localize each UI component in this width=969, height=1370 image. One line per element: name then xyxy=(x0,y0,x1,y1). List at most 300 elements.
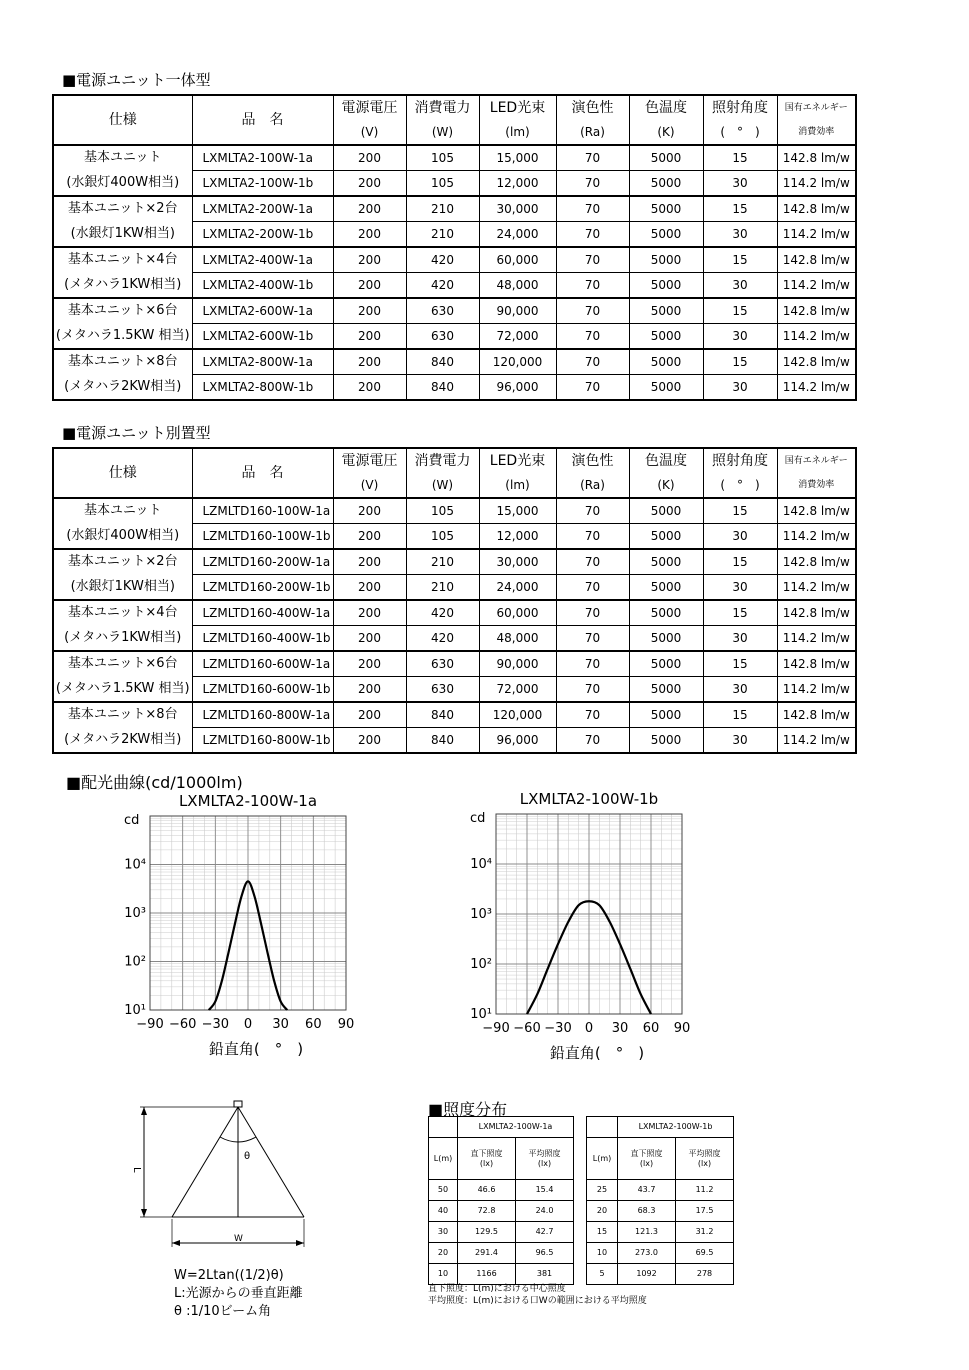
cct-cell: 5000 xyxy=(629,549,703,575)
power-cell: 630 xyxy=(406,651,479,677)
flux-cell: 60,000 xyxy=(479,600,556,626)
table-row xyxy=(53,549,856,575)
model-name: LXMLTA2-100W-1a xyxy=(458,1117,574,1138)
distance-cell: 50 xyxy=(429,1180,458,1201)
cct-cell: 5000 xyxy=(629,651,703,677)
avg-cell: 42.7 xyxy=(516,1222,574,1243)
power-cell: 105 xyxy=(406,524,479,550)
spec-table-separate xyxy=(52,447,857,754)
table-row xyxy=(53,222,856,248)
table-row xyxy=(53,498,856,524)
angle-cell: 30 xyxy=(703,324,777,350)
cct-cell: 5000 xyxy=(629,677,703,703)
note-center-illuminance: 直下照度：L(m)における中心照度 xyxy=(428,1284,566,1294)
eff-cell: 142.8 lm/w xyxy=(777,247,856,273)
cct-cell: 5000 xyxy=(629,247,703,273)
avg-cell: 278 xyxy=(676,1264,734,1285)
header-center xyxy=(458,1138,516,1180)
header-voltage-unit: (V) xyxy=(333,473,406,498)
spec-table-integrated xyxy=(52,94,857,401)
spec-equiv-cell: (水銀灯1KW相当) xyxy=(53,575,192,601)
voltage-cell: 200 xyxy=(333,196,406,222)
eff-cell: 114.2 lm/w xyxy=(777,728,856,754)
y-tick-label: 10⁴ xyxy=(124,857,146,873)
cri-cell: 70 xyxy=(556,524,629,550)
flux-cell: 30,000 xyxy=(479,196,556,222)
power-cell: 210 xyxy=(406,222,479,248)
x-tick-label: −90 xyxy=(482,1021,510,1036)
flux-cell: 48,000 xyxy=(479,626,556,652)
angle-cell: 15 xyxy=(703,247,777,273)
voltage-cell: 200 xyxy=(333,600,406,626)
eff-cell: 142.8 lm/w xyxy=(777,600,856,626)
center-cell: 121.3 xyxy=(618,1222,676,1243)
table-row xyxy=(53,626,856,652)
model-cell: LZMLTD160-100W-1b xyxy=(192,524,333,550)
flux-cell: 24,000 xyxy=(479,575,556,601)
illuminance-title: ■照度分布 xyxy=(428,1100,508,1119)
spec-equiv-cell: (水銀灯1KW相当) xyxy=(53,222,192,248)
label-W: W xyxy=(234,1234,243,1244)
table-row xyxy=(53,677,856,703)
label-theta: θ xyxy=(244,1151,251,1162)
power-cell: 210 xyxy=(406,549,479,575)
flux-cell: 48,000 xyxy=(479,273,556,299)
eff-cell: 114.2 lm/w xyxy=(777,524,856,550)
table-row xyxy=(53,298,856,324)
header-flux-unit: (lm) xyxy=(479,120,556,145)
table-row xyxy=(587,1222,734,1243)
eff-cell: 142.8 lm/w xyxy=(777,549,856,575)
cri-cell: 70 xyxy=(556,145,629,171)
table-row xyxy=(53,273,856,299)
model-cell: LZMLTD160-600W-1b xyxy=(192,677,333,703)
spec-equiv-cell: (メタハラ2KW相当) xyxy=(53,728,192,754)
voltage-cell: 200 xyxy=(333,728,406,754)
flux-cell: 15,000 xyxy=(479,498,556,524)
voltage-cell: 200 xyxy=(333,375,406,401)
angle-cell: 30 xyxy=(703,375,777,401)
voltage-cell: 200 xyxy=(333,575,406,601)
model-cell: LXMLTA2-600W-1b xyxy=(192,324,333,350)
avg-cell: 15.4 xyxy=(516,1180,574,1201)
eff-cell: 142.8 lm/w xyxy=(777,196,856,222)
center-cell: 72.8 xyxy=(458,1201,516,1222)
chart-title: LXMLTA2-100W-1b xyxy=(519,790,659,808)
header-model: 品 名 xyxy=(192,95,333,145)
cct-cell: 5000 xyxy=(629,728,703,754)
power-cell: 630 xyxy=(406,298,479,324)
power-cell: 420 xyxy=(406,600,479,626)
cct-cell: 5000 xyxy=(629,575,703,601)
distance-cell: 30 xyxy=(429,1222,458,1243)
angle-cell: 30 xyxy=(703,273,777,299)
header-flux: LED光束 xyxy=(479,95,556,120)
chart-title: LXMLTA2-100W-1a xyxy=(178,792,318,810)
voltage-cell: 200 xyxy=(333,677,406,703)
voltage-cell: 200 xyxy=(333,171,406,197)
table-row xyxy=(53,324,856,350)
angle-cell: 30 xyxy=(703,575,777,601)
voltage-cell: 200 xyxy=(333,498,406,524)
table-row xyxy=(587,1264,734,1285)
x-tick-label: 30 xyxy=(272,1017,289,1032)
model-cell: LXMLTA2-200W-1a xyxy=(192,196,333,222)
table-row xyxy=(53,349,856,375)
cri-cell: 70 xyxy=(556,575,629,601)
x-tick-label: 30 xyxy=(611,1021,629,1036)
header-voltage: 電源電圧 xyxy=(333,95,406,120)
model-name: LXMLTA2-100W-1b xyxy=(618,1117,734,1138)
flux-cell: 90,000 xyxy=(479,298,556,324)
x-tick-label: −60 xyxy=(513,1021,541,1036)
cri-cell: 70 xyxy=(556,247,629,273)
eff-cell: 142.8 lm/w xyxy=(777,145,856,171)
model-cell: LXMLTA2-400W-1b xyxy=(192,273,333,299)
beam-angle-diagram xyxy=(120,1095,330,1265)
cri-cell: 70 xyxy=(556,222,629,248)
header-avg-unit: (lx) xyxy=(697,1158,712,1168)
table-row xyxy=(53,524,856,550)
spec-equiv-cell: (メタハラ2KW相当) xyxy=(53,375,192,401)
x-tick-label: −90 xyxy=(136,1017,164,1032)
eff-cell: 142.8 lm/w xyxy=(777,651,856,677)
spec-name-cell: 基本ユニット xyxy=(53,145,192,171)
x-axis-label: 鉛直角( ° ) xyxy=(549,1044,645,1062)
header-power-unit: (W) xyxy=(406,120,479,145)
cri-cell: 70 xyxy=(556,171,629,197)
angle-cell: 30 xyxy=(703,677,777,703)
cct-cell: 5000 xyxy=(629,145,703,171)
cri-cell: 70 xyxy=(556,349,629,375)
spec-equiv-cell: (メタハラ1KW相当) xyxy=(53,273,192,299)
angle-cell: 15 xyxy=(703,600,777,626)
voltage-cell: 200 xyxy=(333,247,406,273)
angle-cell: 15 xyxy=(703,145,777,171)
distance-cell: 25 xyxy=(587,1180,618,1201)
table-row xyxy=(53,247,856,273)
y-tick-label: 10³ xyxy=(470,907,492,922)
power-cell: 630 xyxy=(406,324,479,350)
angle-cell: 15 xyxy=(703,298,777,324)
eff-cell: 142.8 lm/w xyxy=(777,298,856,324)
angle-cell: 15 xyxy=(703,651,777,677)
arrow-up-icon xyxy=(141,1107,147,1115)
power-cell: 420 xyxy=(406,273,479,299)
header-cri-unit: (Ra) xyxy=(556,473,629,498)
power-cell: 420 xyxy=(406,247,479,273)
beam-edge-left xyxy=(172,1107,238,1217)
spec-equiv-cell: (メタハラ1.5KW 相当) xyxy=(53,677,192,703)
arrow-right-icon xyxy=(296,1240,304,1246)
voltage-cell: 200 xyxy=(333,702,406,728)
cri-cell: 70 xyxy=(556,677,629,703)
center-cell: 1092 xyxy=(618,1264,676,1285)
header-L: L(m) xyxy=(429,1138,458,1180)
section2-title: ■電源ユニット別置型 xyxy=(62,424,211,442)
y-tick-label: 10² xyxy=(124,954,146,970)
header-cct: 色温度 xyxy=(629,95,703,120)
header-eff-unit: 消費効率 xyxy=(777,120,856,145)
x-tick-label: 60 xyxy=(642,1021,660,1036)
angle-cell: 30 xyxy=(703,222,777,248)
empty-cell xyxy=(429,1117,458,1138)
y-tick-label: 10² xyxy=(470,957,492,972)
header-avg xyxy=(516,1138,574,1180)
header-power-unit: (W) xyxy=(406,473,479,498)
cct-cell: 5000 xyxy=(629,222,703,248)
header-flux: LED光束 xyxy=(479,448,556,473)
flux-cell: 72,000 xyxy=(479,324,556,350)
voltage-cell: 200 xyxy=(333,273,406,299)
flux-cell: 72,000 xyxy=(479,677,556,703)
eff-cell: 114.2 lm/w xyxy=(777,273,856,299)
header-angle: 照射角度 xyxy=(703,448,777,473)
header-center-label: 直下照度 xyxy=(470,1148,503,1158)
cct-cell: 5000 xyxy=(629,273,703,299)
distance-cell: 10 xyxy=(587,1243,618,1264)
angle-cell: 30 xyxy=(703,171,777,197)
flux-cell: 12,000 xyxy=(479,524,556,550)
center-cell: 43.7 xyxy=(618,1180,676,1201)
voltage-cell: 200 xyxy=(333,651,406,677)
distance-cell: 20 xyxy=(429,1243,458,1264)
distance-cell: 10 xyxy=(429,1264,458,1285)
header-cct-unit: (K) xyxy=(629,473,703,498)
spec-name-cell: 基本ユニット×2台 xyxy=(53,549,192,575)
flux-cell: 120,000 xyxy=(479,349,556,375)
spec-table-body xyxy=(53,95,856,400)
avg-cell: 69.5 xyxy=(676,1243,734,1264)
header-avg-label: 平均照度 xyxy=(688,1148,721,1158)
spec-name-cell: 基本ユニット xyxy=(53,498,192,524)
empty-cell xyxy=(587,1117,618,1138)
cri-cell: 70 xyxy=(556,273,629,299)
voltage-cell: 200 xyxy=(333,145,406,171)
power-cell: 840 xyxy=(406,728,479,754)
header-avg xyxy=(676,1138,734,1180)
eff-cell: 114.2 lm/w xyxy=(777,575,856,601)
header-center xyxy=(618,1138,676,1180)
distance-cell: 20 xyxy=(587,1201,618,1222)
cct-cell: 5000 xyxy=(629,600,703,626)
light-source-icon xyxy=(234,1101,242,1107)
model-cell: LXMLTA2-100W-1a xyxy=(192,145,333,171)
eff-cell: 114.2 lm/w xyxy=(777,171,856,197)
table-row xyxy=(53,171,856,197)
power-cell: 210 xyxy=(406,575,479,601)
flux-cell: 96,000 xyxy=(479,728,556,754)
note-average-illuminance: 平均照度：L(m)における口Wの範囲における平均照度 xyxy=(428,1296,647,1306)
model-cell: LXMLTA2-200W-1b xyxy=(192,222,333,248)
table-row xyxy=(429,1180,574,1201)
header-power: 消費電力 xyxy=(406,448,479,473)
header-angle: 照射角度 xyxy=(703,95,777,120)
flux-cell: 24,000 xyxy=(479,222,556,248)
cct-cell: 5000 xyxy=(629,524,703,550)
cct-cell: 5000 xyxy=(629,324,703,350)
cri-cell: 70 xyxy=(556,651,629,677)
angle-cell: 15 xyxy=(703,498,777,524)
table-row xyxy=(53,651,856,677)
spec-equiv-cell: (メタハラ1.5KW 相当) xyxy=(53,324,192,350)
model-cell: LZMLTD160-200W-1a xyxy=(192,549,333,575)
spec-table-body xyxy=(53,448,856,753)
flux-cell: 60,000 xyxy=(479,247,556,273)
flux-cell: 12,000 xyxy=(479,171,556,197)
center-cell: 46.6 xyxy=(458,1180,516,1201)
flux-cell: 15,000 xyxy=(479,145,556,171)
cri-cell: 70 xyxy=(556,728,629,754)
x-tick-label: −30 xyxy=(201,1017,230,1032)
distance-cell: 15 xyxy=(587,1222,618,1243)
spec-equiv-cell: (水銀灯400W相当) xyxy=(53,171,192,197)
cct-cell: 5000 xyxy=(629,171,703,197)
y-tick-label: 10¹ xyxy=(124,1003,146,1018)
y-tick-label: 10¹ xyxy=(470,1007,492,1022)
center-cell: 273.0 xyxy=(618,1243,676,1264)
header-cct-unit: (K) xyxy=(629,120,703,145)
voltage-cell: 200 xyxy=(333,324,406,350)
cri-cell: 70 xyxy=(556,626,629,652)
center-cell: 291.4 xyxy=(458,1243,516,1264)
power-cell: 840 xyxy=(406,702,479,728)
y-axis-label: cd xyxy=(124,813,140,828)
voltage-cell: 200 xyxy=(333,298,406,324)
header-power: 消費電力 xyxy=(406,95,479,120)
header-row xyxy=(53,95,856,120)
avg-cell: 24.0 xyxy=(516,1201,574,1222)
model-cell: LZMLTD160-800W-1b xyxy=(192,728,333,754)
y-tick-label: 10³ xyxy=(124,906,146,921)
arrow-left-icon xyxy=(172,1240,180,1246)
eff-cell: 142.8 lm/w xyxy=(777,498,856,524)
angle-cell: 15 xyxy=(703,196,777,222)
power-cell: 105 xyxy=(406,498,479,524)
cri-cell: 70 xyxy=(556,600,629,626)
angle-cell: 15 xyxy=(703,549,777,575)
y-tick-label: 10⁴ xyxy=(470,857,492,872)
model-cell: LZMLTD160-200W-1b xyxy=(192,575,333,601)
x-tick-label: 0 xyxy=(584,1021,594,1036)
table-row xyxy=(53,600,856,626)
model-cell: LZMLTD160-400W-1a xyxy=(192,600,333,626)
header-L: L(m) xyxy=(587,1138,618,1180)
formula-theta-desc: θ :1/10ビーム角 xyxy=(174,1304,272,1319)
model-cell: LZMLTD160-400W-1b xyxy=(192,626,333,652)
cri-cell: 70 xyxy=(556,298,629,324)
flux-cell: 120,000 xyxy=(479,702,556,728)
cri-cell: 70 xyxy=(556,324,629,350)
power-cell: 105 xyxy=(406,171,479,197)
center-cell: 68.3 xyxy=(618,1201,676,1222)
distance-cell: 40 xyxy=(429,1201,458,1222)
eff-cell: 142.8 lm/w xyxy=(777,349,856,375)
cct-cell: 5000 xyxy=(629,196,703,222)
model-cell: LXMLTA2-100W-1b xyxy=(192,171,333,197)
model-header-row xyxy=(587,1117,734,1138)
angle-cell: 15 xyxy=(703,349,777,375)
column-header-row xyxy=(429,1138,574,1180)
cct-cell: 5000 xyxy=(629,498,703,524)
cri-cell: 70 xyxy=(556,196,629,222)
model-cell: LXMLTA2-800W-1a xyxy=(192,349,333,375)
power-cell: 420 xyxy=(406,626,479,652)
eff-cell: 114.2 lm/w xyxy=(777,677,856,703)
header-spec: 仕様 xyxy=(53,448,192,498)
header-angle-unit: ( ° ) xyxy=(703,473,777,498)
voltage-cell: 200 xyxy=(333,549,406,575)
center-cell: 129.5 xyxy=(458,1222,516,1243)
header-avg-label: 平均照度 xyxy=(528,1148,561,1158)
header-angle-unit: ( ° ) xyxy=(703,120,777,145)
beam-edge-right xyxy=(238,1107,304,1217)
cct-cell: 5000 xyxy=(629,375,703,401)
voltage-cell: 200 xyxy=(333,626,406,652)
power-cell: 840 xyxy=(406,349,479,375)
distribution-chart-1b xyxy=(450,786,730,1086)
table-row xyxy=(53,575,856,601)
x-tick-label: 90 xyxy=(673,1021,691,1036)
header-center-unit: (lx) xyxy=(639,1158,654,1168)
section1-title: ■電源ユニット一体型 xyxy=(62,71,211,89)
cct-cell: 5000 xyxy=(629,702,703,728)
header-cri: 演色性 xyxy=(556,95,629,120)
avg-cell: 381 xyxy=(516,1264,574,1285)
header-center-unit: (lx) xyxy=(479,1158,494,1168)
cri-cell: 70 xyxy=(556,498,629,524)
table-row xyxy=(53,728,856,754)
eff-cell: 114.2 lm/w xyxy=(777,222,856,248)
cct-cell: 5000 xyxy=(629,298,703,324)
header-cri: 演色性 xyxy=(556,448,629,473)
avg-cell: 17.5 xyxy=(676,1201,734,1222)
power-cell: 630 xyxy=(406,677,479,703)
header-eff-unit: 消費効率 xyxy=(777,473,856,498)
avg-cell: 96.5 xyxy=(516,1243,574,1264)
x-tick-label: −30 xyxy=(544,1021,572,1036)
avg-cell: 31.2 xyxy=(676,1222,734,1243)
power-cell: 210 xyxy=(406,196,479,222)
model-cell: LZMLTD160-600W-1a xyxy=(192,651,333,677)
label-L: L xyxy=(131,1167,142,1173)
column-header-row xyxy=(587,1138,734,1180)
table-row xyxy=(429,1201,574,1222)
header-model: 品 名 xyxy=(192,448,333,498)
table-row xyxy=(429,1222,574,1243)
model-header-row xyxy=(429,1117,574,1138)
illuminance-table-1b xyxy=(586,1116,734,1285)
table-row xyxy=(53,196,856,222)
avg-cell: 11.2 xyxy=(676,1180,734,1201)
center-cell: 1166 xyxy=(458,1264,516,1285)
formula-width: W=2Ltan((1/2)θ) xyxy=(174,1268,284,1283)
angle-cell: 30 xyxy=(703,728,777,754)
voltage-cell: 200 xyxy=(333,349,406,375)
cri-cell: 70 xyxy=(556,702,629,728)
table-row xyxy=(53,375,856,401)
header-spec: 仕様 xyxy=(53,95,192,145)
cri-cell: 70 xyxy=(556,549,629,575)
eff-cell: 114.2 lm/w xyxy=(777,324,856,350)
header-avg-unit: (lx) xyxy=(537,1158,552,1168)
cct-cell: 5000 xyxy=(629,349,703,375)
spec-name-cell: 基本ユニット×8台 xyxy=(53,702,192,728)
header-voltage: 電源電圧 xyxy=(333,448,406,473)
y-axis-label: cd xyxy=(470,811,486,826)
x-tick-label: 0 xyxy=(243,1017,253,1032)
spec-name-cell: 基本ユニット×4台 xyxy=(53,247,192,273)
